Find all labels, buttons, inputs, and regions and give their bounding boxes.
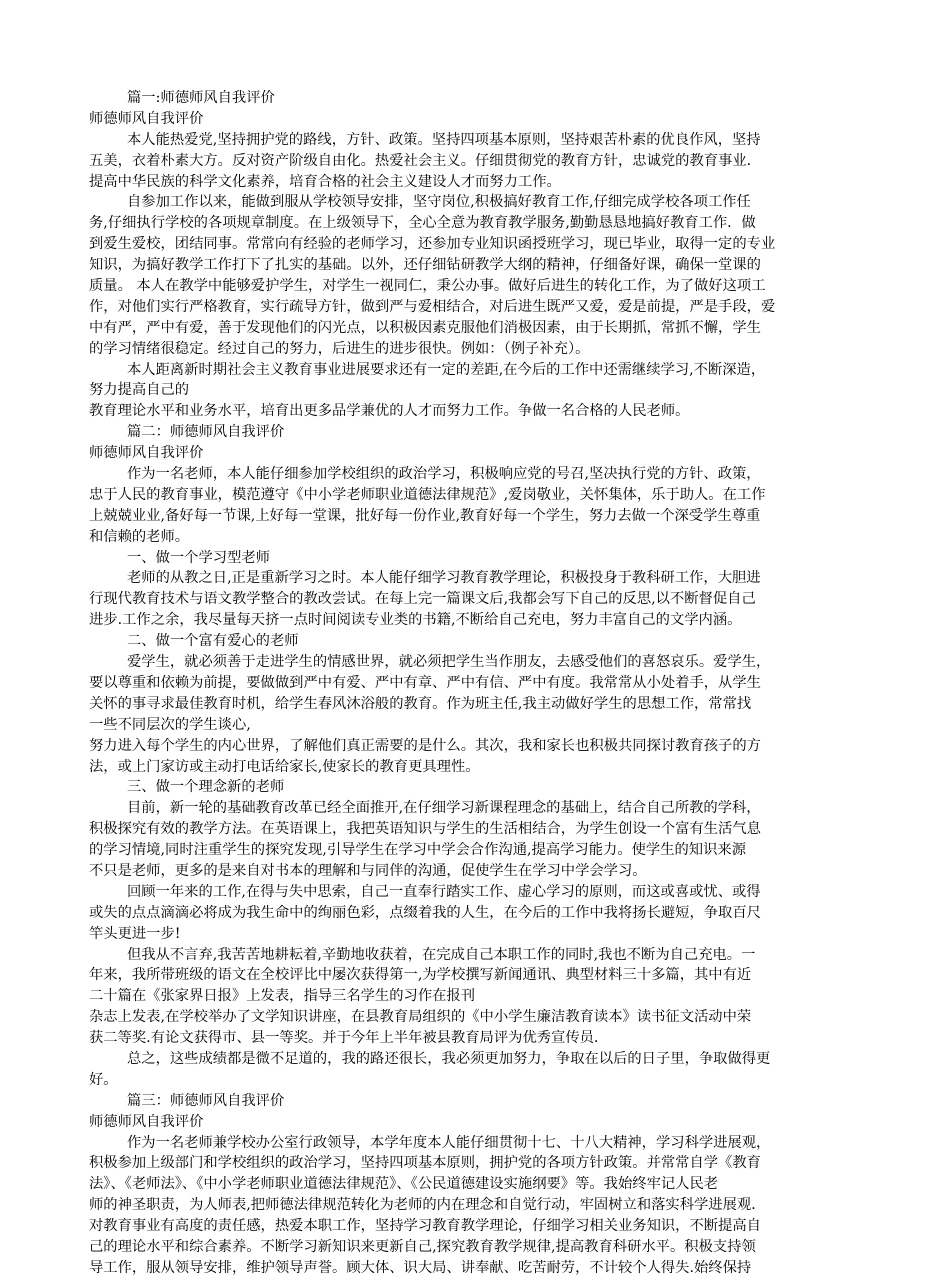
text-line: 作，对他们实行严格教育，实行疏导方针，做到严与爱相结合，对后进生既严又爱，爱是前提，严是手段，爱 [89,298,776,315]
text-line: 五美，衣着朴素大方。反对资产阶级自由化。热爱社会主义。仔细贯彻党的教育方针，忠诚党的教育事业． [89,152,761,169]
text-line: 上兢兢业业,备好每一节课,上好每一堂课，批好每一份作业,教育好每一个学生，努力去做一个深受学生尊重 [89,507,761,524]
text-line: 爱学生，就必须善于走进学生的情感世界，就必须把学生当作朋友，去感受他们的喜怒哀乐。爱学生， [127,654,771,671]
text-line: 积极参加上级部门和学校组织的政治学习，坚持四项基本原则，拥护党的各项方针政策。并常常自学《教育 [89,1155,761,1172]
text-line: 积极探究有效的教学方法。在英语课上，我把英语知识与学生的生活相结合，为学生创设一个富有生活气息 [89,821,761,838]
text-line: 的学习情境,同时注重学生的探究发现,引导学生在学习中学会合作沟通,提高学习能力。使学生的知识来源 [89,842,746,859]
text-line: 努力进入每个学生的内心世界，了解他们真正需要的是什么。其次，我和家长也积极共同探讨教育孩子的方 [89,737,761,754]
text-line: 年来，我所带班级的语文在全校评比中屡次获得第一,为学校撰写新闻通讯、典型材料三十多篇，其中有近 [89,967,752,984]
text-line: 和信赖的老师。 [89,528,190,545]
text-line: 提高中华民族的科学文化素养，培育合格的社会主义建设人才而努力工作。 [89,173,561,190]
text-line: 三、做一个理念新的老师 [127,779,285,796]
text-line: 己的理论水平和综合素养。不断学习新知识来更新自己,探究教育教学规律,提高教育科研水平。积极支持领 [89,1238,756,1255]
document-page [89,88,864,1279]
text-line: 法，或上门家访或主动打电话给家长,使家长的教育更具理性。 [89,758,480,775]
text-line: 要以尊重和依赖为前提，要做做到严中有爱、严中有章、严中有信、严中有度。我常常从小处着手，从学生 [89,674,761,691]
text-line: 二十篇在《张家界日报》上发表，指导三名学生的习作在报刊 [89,988,476,1005]
text-line: 老师的从教之日,正是重新学习之时。本人能仔细学习教育教学理论，积极投身于教科研工作，大胆进 [127,570,761,587]
text-line: 一些不同层次的学生谈心, [89,716,251,733]
text-line: 但我从不言弃,我苦苦地耕耘着,辛勤地收获着，在完成自己本职工作的同时,我也不断为自己充电。一 [127,946,756,963]
text-line: 法》、《老师法》、《中小学老师职业道德法律规范》、《公民道德建设实施纲要》等。我始终牢记人民老 [89,1176,719,1193]
text-line: 总之，这些成绩都是微不足道的，我的路还很长，我必须更加努力，争取在以后的日子里，争取做得更 [127,1050,771,1067]
text-line: 篇一:师德师风自我评价 [127,90,275,106]
text-line: 的学习情绪很稳定。经过自己的努力，后进生的进步很快。例如：（例子补充）。 [89,340,590,357]
text-line: 务,仔细执行学校的各项规章制度。在上级领导下，全心全意为教育教学服务,勤勤恳恳地搞好教育工作．做 [89,215,756,232]
text-line: 二、做一个富有爱心的老师 [127,633,299,650]
text-line: 获二等奖.有论文获得市、县一等奖。并于今年上半年被县教育局评为优秀宣传员． [89,1030,609,1047]
text-line: 不只是老师，更多的是来自对书本的理解和与同伴的沟通，促使学生在学习中学会学习。 [89,862,647,879]
text-line: 关怀的事寻求最佳教育时机，给学生春风沐浴般的教育。作为班主任,我主动做好学生的思想工作，常常找 [89,695,752,712]
text-line: 竿头更进一步! [89,925,181,942]
text-line: 师德师风自我评价 [89,445,204,462]
text-line: 一、做一个学习型老师 [127,549,270,566]
text-line: 努力提高自己的 [89,382,190,399]
text-line: 忠于人民的教育事业，模范遵守《中小学老师职业道德法律规范》,爱岗敬业，关怀集体，乐于助人。在工作 [89,486,766,503]
text-line: 师的神圣职责，为人师表,把师德法律规范转化为老师的内在理念和自觉行动，牢固树立和落实科学进展观． [89,1197,766,1214]
text-line: 师德师风自我评价 [89,1113,204,1130]
text-line: 师德师风自我评价 [89,110,204,127]
text-line: 本人能热爱党,坚持拥护党的路线，方针、政策。坚持四项基本原则，坚持艰苦朴素的优良作风，坚持 [127,131,761,148]
text-line: 知识，为搞好教学工作打下了扎实的基础。以外，还仔细钻研教学大纲的精神，仔细备好课，确保一堂课的 [89,257,761,274]
text-line: 本人距离新时期社会主义教育事业进展要求还有一定的差距,在今后的工作中还需继续学习,不断深造， [127,361,766,378]
text-line: 篇二：师德师风自我评价 [127,424,285,441]
text-line: 到爱生爱校，团结同事。常常向有经验的老师学习，还参加专业知识函授班学习，现已毕业，取得一定的专业 [89,236,776,253]
text-line: 质量。 本人在教学中能够爱护学生，对学生一视同仁，秉公办事。做好后进生的转化工作，为了做好这项工 [89,278,766,295]
text-line: 作为一名老师兼学校办公室行政领导，本学年度本人能仔细贯彻十七、十八大精神，学习科学进展观， [127,1134,771,1151]
text-line: 回顾一年来的工作,在得与失中思索，自己一直奉行踏实工作、虚心学习的原则，而这或喜或忧、或得 [127,883,761,900]
text-line: 中有严，严中有爱，善于发现他们的闪光点，以积极因素克服他们消极因素，由于长期抓，常抓不懈，学生 [89,319,761,336]
text-line: 篇三：师德师风自我评价 [127,1092,285,1109]
text-line: 导工作，服从领导安排，维护领导声誉。顾大体、识大局、讲奉献、吃苦耐劳，不计较个人得失.始终保持 [89,1259,752,1276]
text-line: 目前，新一轮的基础教育改革已经全面推开,在仔细学习新课程理念的基础上，结合自己所教的学科， [127,800,761,817]
text-line: 自参加工作以来，能做到服从学校领导安排，坚守岗位,积极搞好教育工作,仔细完成学校各项工作任 [127,194,751,211]
text-line: 或失的点点滴滴必将成为我生命中的绚丽色彩，点缀着我的人生，在今后的工作中我将扬长避短，争取百尺 [89,904,761,921]
text-line: 对教育事业有高度的责任感，热爱本职工作，坚持学习教育教学理论，仔细学习相关业务知识，不断提高自 [89,1218,761,1235]
text-line: 教育理论水平和业务水平，培育出更多品学兼优的人才而努力工作。争做一名合格的人民老师。 [89,403,690,420]
text-line: 杂志上发表,在学校举办了文学知识讲座，在县教育局组织的《中小学生廉洁教育读本》读书征文活动中荣 [89,1009,752,1026]
text-line: 行现代教育技术与语文教学整合的教改尝试。在每上完一篇课文后,我都会写下自己的反思,以不断督促自己 [89,591,756,608]
text-line: 进步.工作之余，我尽量每天挤一点时间阅读专业类的书籍,不断给自己充电，努力丰富自己的文学内涵。 [89,612,742,629]
text-line: 作为一名老师，本人能仔细参加学校组织的政治学习，积极响应党的号召,坚决执行党的方针、政策， [127,466,761,483]
text-line: 好。 [89,1071,118,1088]
